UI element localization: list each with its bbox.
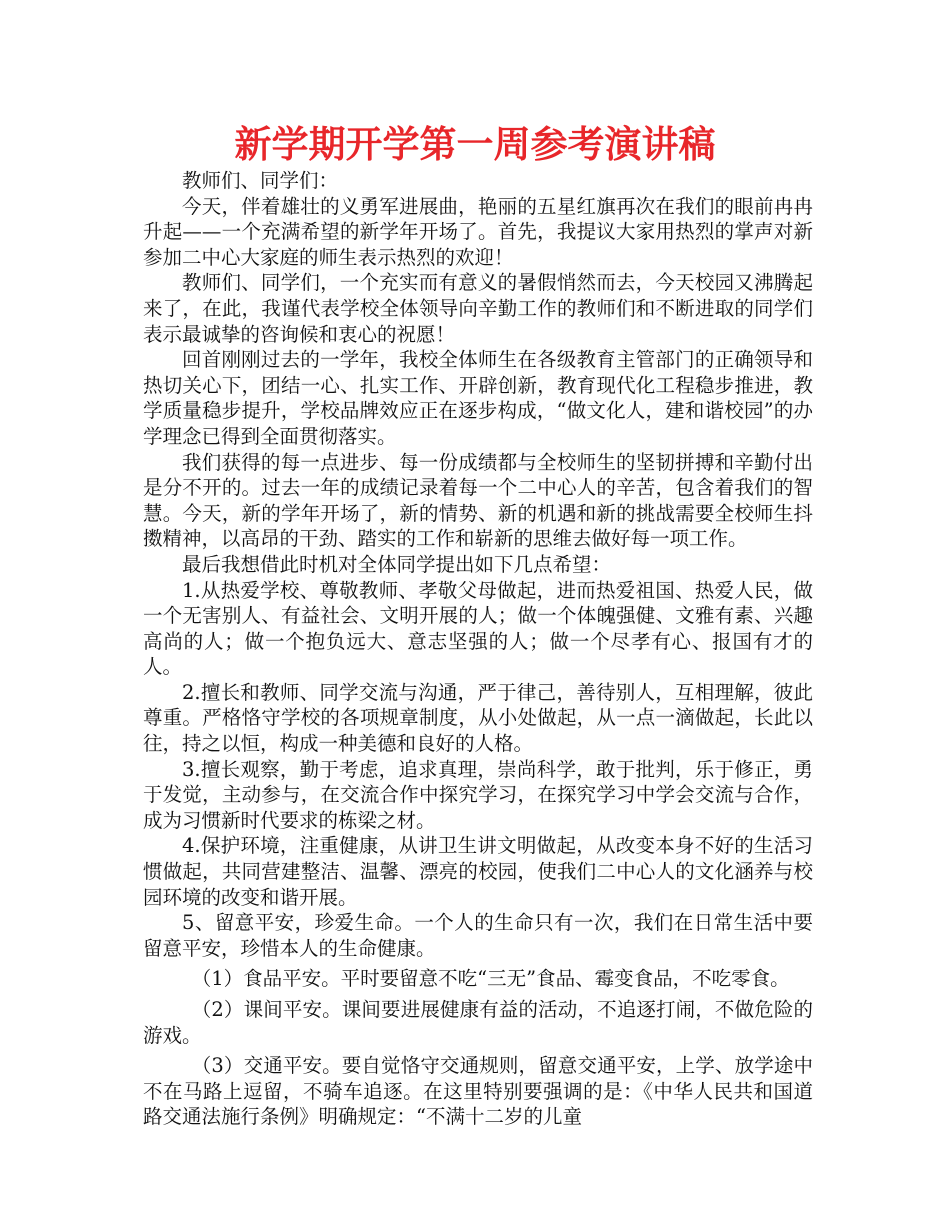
safety-item-traffic: （3）交通平安。要自觉恪守交通规则，留意交通平安，上学、放学途中不在马路上逗留，不骑车追逐。在这里特别要强调的是：《中华人民共和国道路交通法施行条例》明确规定：“不满十二岁的儿童 [143,1054,813,1129]
list-item-5: 5、留意平安，珍爱生命。一个人的生命只有一次，我们在日常生活中要留意平安，珍惜本人的生命健康。 [143,911,813,960]
document-title: 新学期开学第一周参考演讲稿 [234,122,716,166]
list-item-2: 2.擅长和教师、同学交流与沟通，严于律己，善待别人，互相理解，彼此尊重。严格恪守学校的各项规章制度，从小处做起，从一点一滴做起，长此以往，持之以恒，构成一种美德和良好的人格。 [143,680,813,756]
safety-item-food: （1）食品平安。平时要留意不吃“三无”食品、霉变食品，不吃零食。 [191,967,790,991]
safety-item-break: （2）课间平安。课间要进展健康有益的活动，不追逐打闹，不做危险的游戏。 [143,998,813,1047]
paragraph-achievements: 我们获得的每一点进步、每一份成绩都与全校师生的坚韧拼搏和辛勤付出是分不开的。过去一年的成绩记录着每一个二中心人的辛苦，包含着我们的智慧。今天，新的学年开场了，新的情势、新的机遇和新的挑战需要全校师生抖擞精神，以高昂的干劲、踏实的工作和崭新的思维去做好每一项工作。 [143,450,813,551]
list-item-3: 3.擅长观察，勤于考虑，追求真理，崇尚科学，敢于批判，乐于修正，勇于发觉，主动参与，在交流合作中探究学习，在探究学习中学会交流与合作，成为习惯新时代要求的栋梁之材。 [143,757,813,832]
paragraph-greeting: 教师们、同学们，一个充实而有意义的暑假悄然而去，今天校园又沸腾起来了，在此，我谨代表学校全体领导向辛勤工作的教师们和不断进取的同学们表示最诚挚的咨询候和衷心的祝愿！ [143,271,813,346]
list-item-1: 1.从热爱学校、尊敬教师、孝敬父母做起，进而热爱祖国、热爱人民，做一个无害别人、有益社会、文明开展的人；做一个体魄强健、文雅有素、兴趣高尚的人；做一个抱负远大、意志坚强的人；做一个尽孝有心、报国有才的人。 [143,578,813,679]
list-item-4: 4.保护环境，注重健康，从讲卫生讲文明做起，从改变本身不好的生活习惯做起，共同营建整洁、温馨、漂亮的校园，使我们二中心人的文化涵养与校园环境的改变和谐开展。 [143,834,813,909]
paragraph-opening: 今天，伴着雄壮的义勇军进展曲，艳丽的五星红旗再次在我们的眼前冉冉升起——一个充满希望的新学年开场了。首先，我提议大家用热烈的掌声对新参加二中心大家庭的师生表示热烈的欢迎！ [143,194,813,269]
salutation: 教师们、同学们： [182,169,339,192]
document-body [143,168,813,1130]
paragraph-review: 回首刚刚过去的一学年，我校全体师生在各级教育主管部门的正确领导和热切关心下，团结一心、扎实工作、开辟创新，教育现代化工程稳步推进，教学质量稳步提升，学校品牌效应正在逐步构成，“做文化人，建和谐校园”的办学理念已得到全面贯彻落实。 [143,348,813,448]
paragraph-hopes-intro: 最后我想借此时机对全体同学提出如下几点希望： [182,552,612,576]
